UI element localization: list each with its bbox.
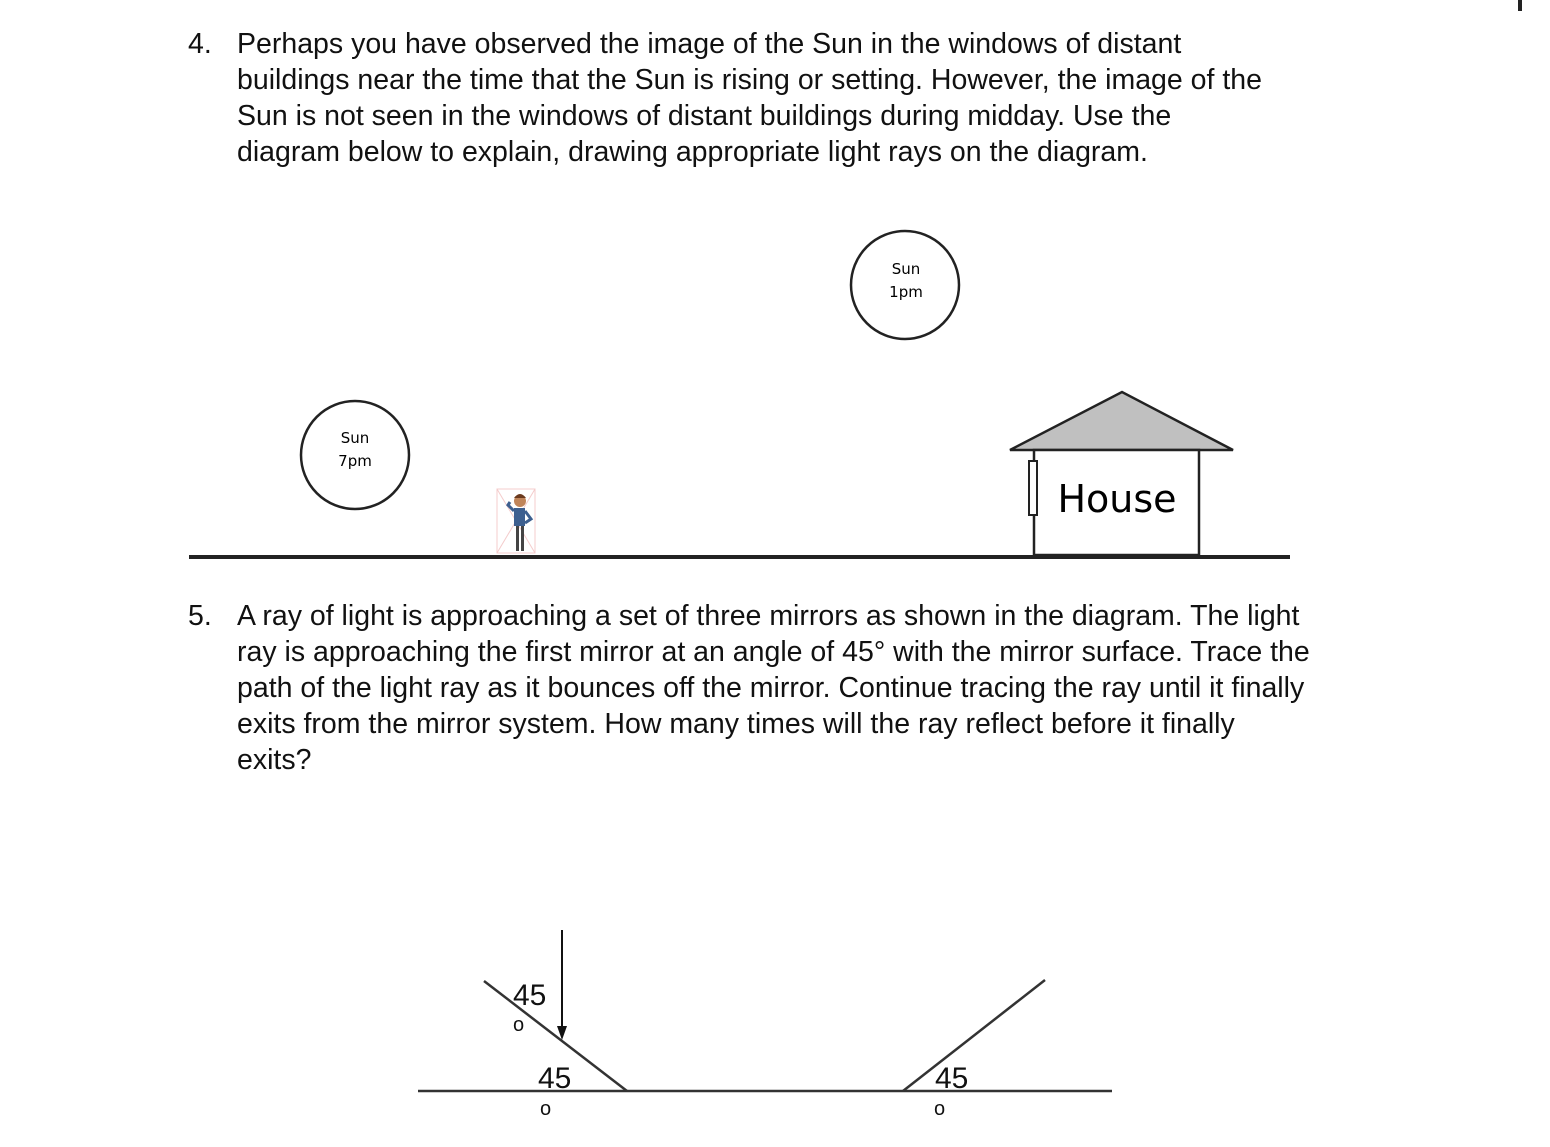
sun-1pm xyxy=(851,231,959,339)
degree-symbol: o xyxy=(934,1098,946,1120)
angle-label: 45 xyxy=(513,979,547,1012)
sun-time: 7pm xyxy=(338,452,372,470)
degree-symbol: o xyxy=(540,1098,552,1120)
sun-7pm xyxy=(301,401,409,509)
house-label: House xyxy=(1057,477,1177,521)
question-text: Perhaps you have observed the image of the Sun in the windows of distant buildings near the time that the Sun is rising or setting. However, the image of the Sun is not seen in the windows of distant buildings during midday. Use the diagram below to explain, drawing appropriate light rays on the diagram. xyxy=(237,28,1262,168)
angle-labels xyxy=(513,979,968,1120)
right-mirror xyxy=(903,980,1045,1091)
sun-time: 1pm xyxy=(889,283,923,301)
sun-label: Sun xyxy=(340,429,370,447)
house xyxy=(1010,392,1233,555)
degree-symbol: o xyxy=(513,1014,525,1036)
question-text: A ray of light is approaching a set of three mirrors as shown in the diagram. The light ray is approaching the first mirror at an angle of 45° with the mirror surface. Trace the path of the light ray as it bounces off the mirror. Continue tracing the ray until it finally exits from the mirror system. How many times will the ray reflect before it finally exits? xyxy=(237,600,1310,776)
sun-label: Sun xyxy=(891,260,921,278)
window xyxy=(1029,461,1037,515)
question-number: 5. xyxy=(188,600,212,632)
question-number: 4. xyxy=(188,28,212,60)
angle-label: 45 xyxy=(935,1062,969,1095)
person-figure xyxy=(497,489,535,553)
angle-label: 45 xyxy=(538,1062,572,1095)
